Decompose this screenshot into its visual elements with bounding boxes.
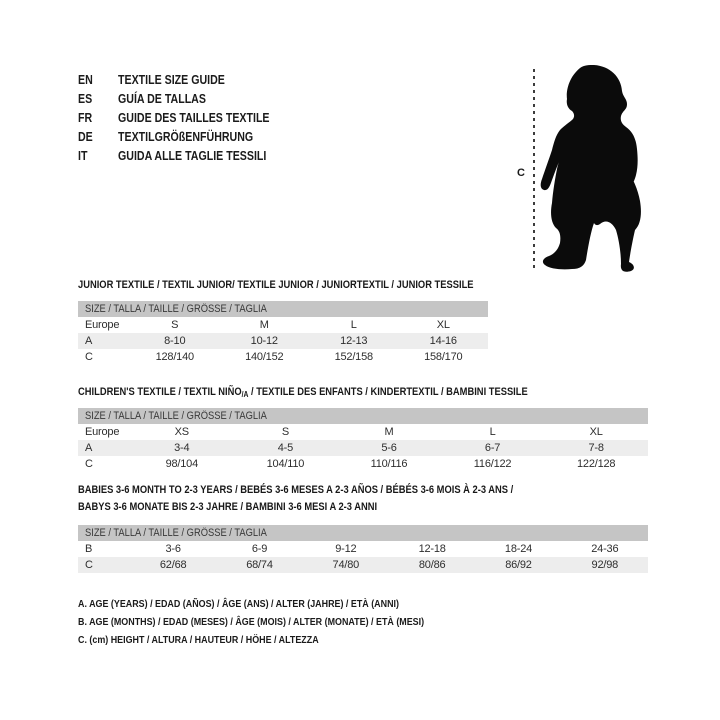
table-cell: 110/116: [370, 458, 408, 470]
size-header-bar: SIZE / TALLA / TAILLE / GRÖSSE / TAGLIA: [78, 408, 648, 424]
row-label: Europe: [85, 426, 120, 438]
table-cell: XL: [436, 319, 450, 331]
table-cell: 158/170: [424, 351, 463, 363]
table-cell: S: [281, 426, 289, 438]
table-cell: 6-7: [484, 442, 501, 454]
table-cell: 3-6: [165, 543, 181, 555]
table-title-children: CHILDREN'S TEXTILE / TEXTIL $NIÑO_{/A}$ / TEXTILE DES ENFANTS / KINDERTEXTIL / BAMBINI TESSILE: [78, 386, 528, 399]
row-label: A: [85, 335, 93, 347]
language-row: [78, 109, 296, 128]
table-cell: 24-36: [591, 543, 619, 555]
language-code: DE: [78, 130, 93, 144]
footnotes: [78, 595, 485, 649]
table-cell: 10-12: [250, 335, 278, 347]
table-row: [78, 557, 648, 573]
table-cell: 98/104: [165, 458, 199, 470]
row-label: B: [85, 543, 93, 555]
language-row: [78, 147, 296, 166]
row-label: C: [85, 351, 93, 363]
table-cell: 12-13: [340, 335, 368, 347]
table-cell: 18-24: [504, 543, 533, 555]
size-header-bar: SIZE / TALLA / TAILLE / GRÖSSE / TAGLIA: [78, 525, 648, 541]
row-label: C: [85, 458, 93, 470]
language-row: [78, 90, 296, 109]
table-row: [78, 333, 488, 349]
table-cell: XS: [174, 426, 189, 438]
table-cell: 4-5: [277, 442, 294, 454]
table-cell: XL: [589, 426, 603, 438]
table-babies: [78, 525, 648, 573]
note-line: C. (cm) HEIGHT / ALTURA / HAUTEUR / HÖHE / ALTEZZA: [78, 634, 319, 646]
table-cell: 74/80: [332, 559, 360, 571]
language-label: GUÍA DE TALLAS: [118, 92, 206, 106]
table-junior: [78, 301, 488, 365]
table-cell: L: [350, 319, 357, 331]
table-cell: 116/122: [473, 458, 512, 470]
table-cell: L: [489, 426, 496, 438]
row-label: A: [85, 442, 93, 454]
size-header-bar: SIZE / TALLA / TAILLE / GRÖSSE / TAGLIA: [78, 301, 488, 317]
height-label: C: [517, 167, 525, 179]
table-row: [78, 317, 488, 333]
table-title-babies: BABIES 3-6 MONTH TO 2-3 YEARS / BEBÉS 3-6 MESES A 2-3 AÑOS / BÉBÉS 3-6 MOIS À 2-3 ANS / BABYS 3-6 MONATE BIS 2-3 JAHRE / BAMBINI 3-6 MESI A 2-3 ANNI: [78, 484, 514, 513]
table-cell: 12-18: [418, 543, 446, 555]
language-row: [78, 128, 296, 147]
row-label: C: [85, 559, 93, 571]
language-code: FR: [78, 111, 93, 125]
table-cell: 8-10: [164, 335, 186, 347]
table-cell: 62/68: [159, 559, 187, 571]
table-title-junior: JUNIOR TEXTILE / TEXTIL JUNIOR/ TEXTILE JUNIOR / JUNIORTEXTIL / JUNIOR TESSILE: [78, 279, 474, 291]
language-label: TEXTILGRÖßENFÜHRUNG: [118, 130, 254, 144]
table-cell: M: [384, 426, 394, 438]
table-cell: 6-9: [251, 543, 268, 555]
table-cell: 80/86: [418, 559, 446, 571]
language-code: EN: [78, 73, 93, 87]
table-row: [78, 349, 488, 365]
language-label: TEXTILE SIZE GUIDE: [118, 73, 225, 87]
table-cell: S: [171, 319, 179, 331]
table-cell: 152/158: [334, 351, 373, 363]
note-line: B. AGE (MONTHS) / EDAD (MESES) / ÂGE (MOIS) / ALTER (MONATE) / ETÀ (MESI): [78, 616, 425, 628]
table-row: [78, 440, 648, 456]
table-children: [78, 408, 648, 472]
language-code: ES: [78, 92, 93, 106]
table-row: [78, 424, 648, 440]
language-list: [78, 71, 296, 166]
table-cell: 68/74: [246, 559, 273, 571]
row-label: Europe: [85, 319, 120, 331]
table-cell: 5-6: [381, 442, 397, 454]
language-label: GUIDA ALLE TAGLIE TESSILI: [118, 149, 267, 163]
table-cell: 14-16: [429, 335, 457, 347]
height-measure-line: [533, 69, 535, 269]
language-code: IT: [78, 149, 88, 163]
table-cell: 9-12: [335, 543, 357, 555]
table-cell: 128/140: [155, 351, 194, 363]
language-row: [78, 71, 296, 90]
table-cell: 86/92: [505, 559, 532, 571]
table-cell: M: [259, 319, 269, 331]
table-cell: 7-8: [588, 442, 604, 454]
table-row: [78, 541, 648, 557]
table-cell: 122/128: [576, 458, 616, 470]
table-cell: 92/98: [591, 559, 619, 571]
note-line: A. AGE (YEARS) / EDAD (AÑOS) / ÂGE (ANS) / ALTER (JAHRE) / ETÀ (ANNI): [78, 598, 399, 610]
toddler-silhouette-icon: [540, 62, 652, 276]
language-label: GUIDE DES TAILLES TEXTILE: [118, 111, 270, 125]
table-cell: 104/110: [266, 458, 305, 470]
table-cell: 3-4: [174, 442, 190, 454]
table-cell: 140/152: [245, 351, 284, 363]
table-row: [78, 456, 648, 472]
